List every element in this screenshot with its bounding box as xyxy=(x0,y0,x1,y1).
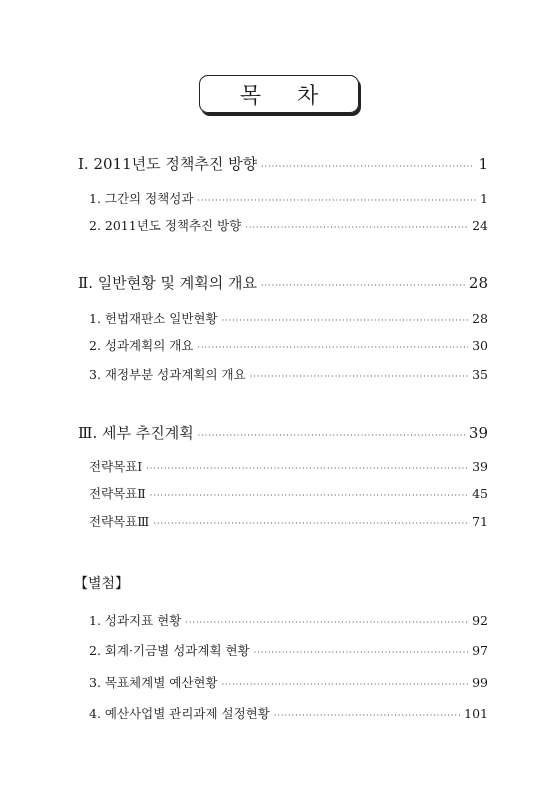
toc-section-label: Ⅰ. 2011년도 정책추진 방향 xyxy=(78,155,258,173)
toc-item[interactable] xyxy=(89,365,488,383)
toc-item-label: 전략목표Ⅰ xyxy=(89,459,143,474)
toc-item-label: 3. 목표체계별 예산현황 xyxy=(89,675,218,690)
toc-section-2[interactable] xyxy=(78,272,488,293)
dot-leader xyxy=(254,648,468,657)
toc-item[interactable] xyxy=(89,641,488,659)
toc-item-label: 1. 성과지표 현황 xyxy=(89,613,182,628)
toc-item[interactable] xyxy=(89,704,488,722)
toc-item-label: 2. 성과계획의 개요 xyxy=(89,338,194,353)
dot-leader xyxy=(150,491,468,500)
toc-page-number: 39 xyxy=(468,424,488,442)
toc-page-number: 92 xyxy=(472,613,488,628)
toc-item[interactable] xyxy=(89,611,488,629)
toc-page-number: 39 xyxy=(472,459,488,474)
toc-title: 목차 xyxy=(199,75,359,113)
toc-section-3[interactable] xyxy=(78,422,488,443)
toc-page-number: 1 xyxy=(478,155,488,173)
dot-leader xyxy=(146,464,468,473)
dot-leader xyxy=(245,223,468,232)
toc-page-number: 97 xyxy=(472,643,488,658)
toc-item-label: 4. 예산사업별 관리과제 설정현황 xyxy=(89,706,270,721)
toc-section-label: Ⅱ. 일반현황 및 계획의 개요 xyxy=(78,274,257,292)
toc-item-label: 3. 재정부분 성과계획의 개요 xyxy=(89,367,246,382)
toc-item[interactable] xyxy=(89,484,488,502)
toc-page-number: 24 xyxy=(472,218,488,233)
toc-page-number: 45 xyxy=(472,486,488,501)
toc-item[interactable] xyxy=(89,216,488,234)
dot-leader xyxy=(261,162,474,171)
dot-leader xyxy=(250,372,468,381)
dot-leader xyxy=(197,343,468,352)
toc-item[interactable] xyxy=(89,457,488,475)
toc-item[interactable] xyxy=(89,673,488,691)
toc-page-number: 71 xyxy=(472,514,488,529)
appendix-title: 【별첨】 xyxy=(74,576,130,592)
toc-item[interactable] xyxy=(89,309,488,327)
dot-leader xyxy=(222,316,469,325)
dot-leader xyxy=(185,618,468,627)
toc-page-number: 101 xyxy=(464,706,488,721)
toc-item-label: 2. 회계·기금별 성과계획 현황 xyxy=(89,643,250,658)
toc-item-label: 전략목표Ⅱ xyxy=(89,486,146,501)
toc-item-label: 전략목표Ⅲ xyxy=(89,514,150,529)
dot-leader xyxy=(198,431,465,440)
toc-item[interactable] xyxy=(89,336,488,354)
toc-page-number: 35 xyxy=(472,367,488,382)
toc-page-number: 28 xyxy=(472,311,488,326)
toc-item[interactable] xyxy=(89,512,488,530)
dot-leader xyxy=(197,196,476,205)
dot-leader xyxy=(222,680,469,689)
dot-leader xyxy=(274,711,460,720)
toc-section-1[interactable] xyxy=(78,153,488,174)
toc-item-label: 2. 2011년도 정책추진 방향 xyxy=(89,218,242,233)
dot-leader xyxy=(153,519,468,528)
toc-section-label: Ⅲ. 세부 추진계획 xyxy=(78,424,194,442)
toc-page-number: 99 xyxy=(472,675,488,690)
toc-page-number: 28 xyxy=(468,274,488,292)
dot-leader xyxy=(261,281,465,290)
toc-item-label: 1. 그간의 정책성과 xyxy=(89,191,194,206)
toc-item-label: 1. 헌법재판소 일반현황 xyxy=(89,311,218,326)
toc-item[interactable] xyxy=(89,189,488,207)
toc-page-number: 30 xyxy=(472,338,488,353)
toc-page-number: 1 xyxy=(480,191,488,206)
